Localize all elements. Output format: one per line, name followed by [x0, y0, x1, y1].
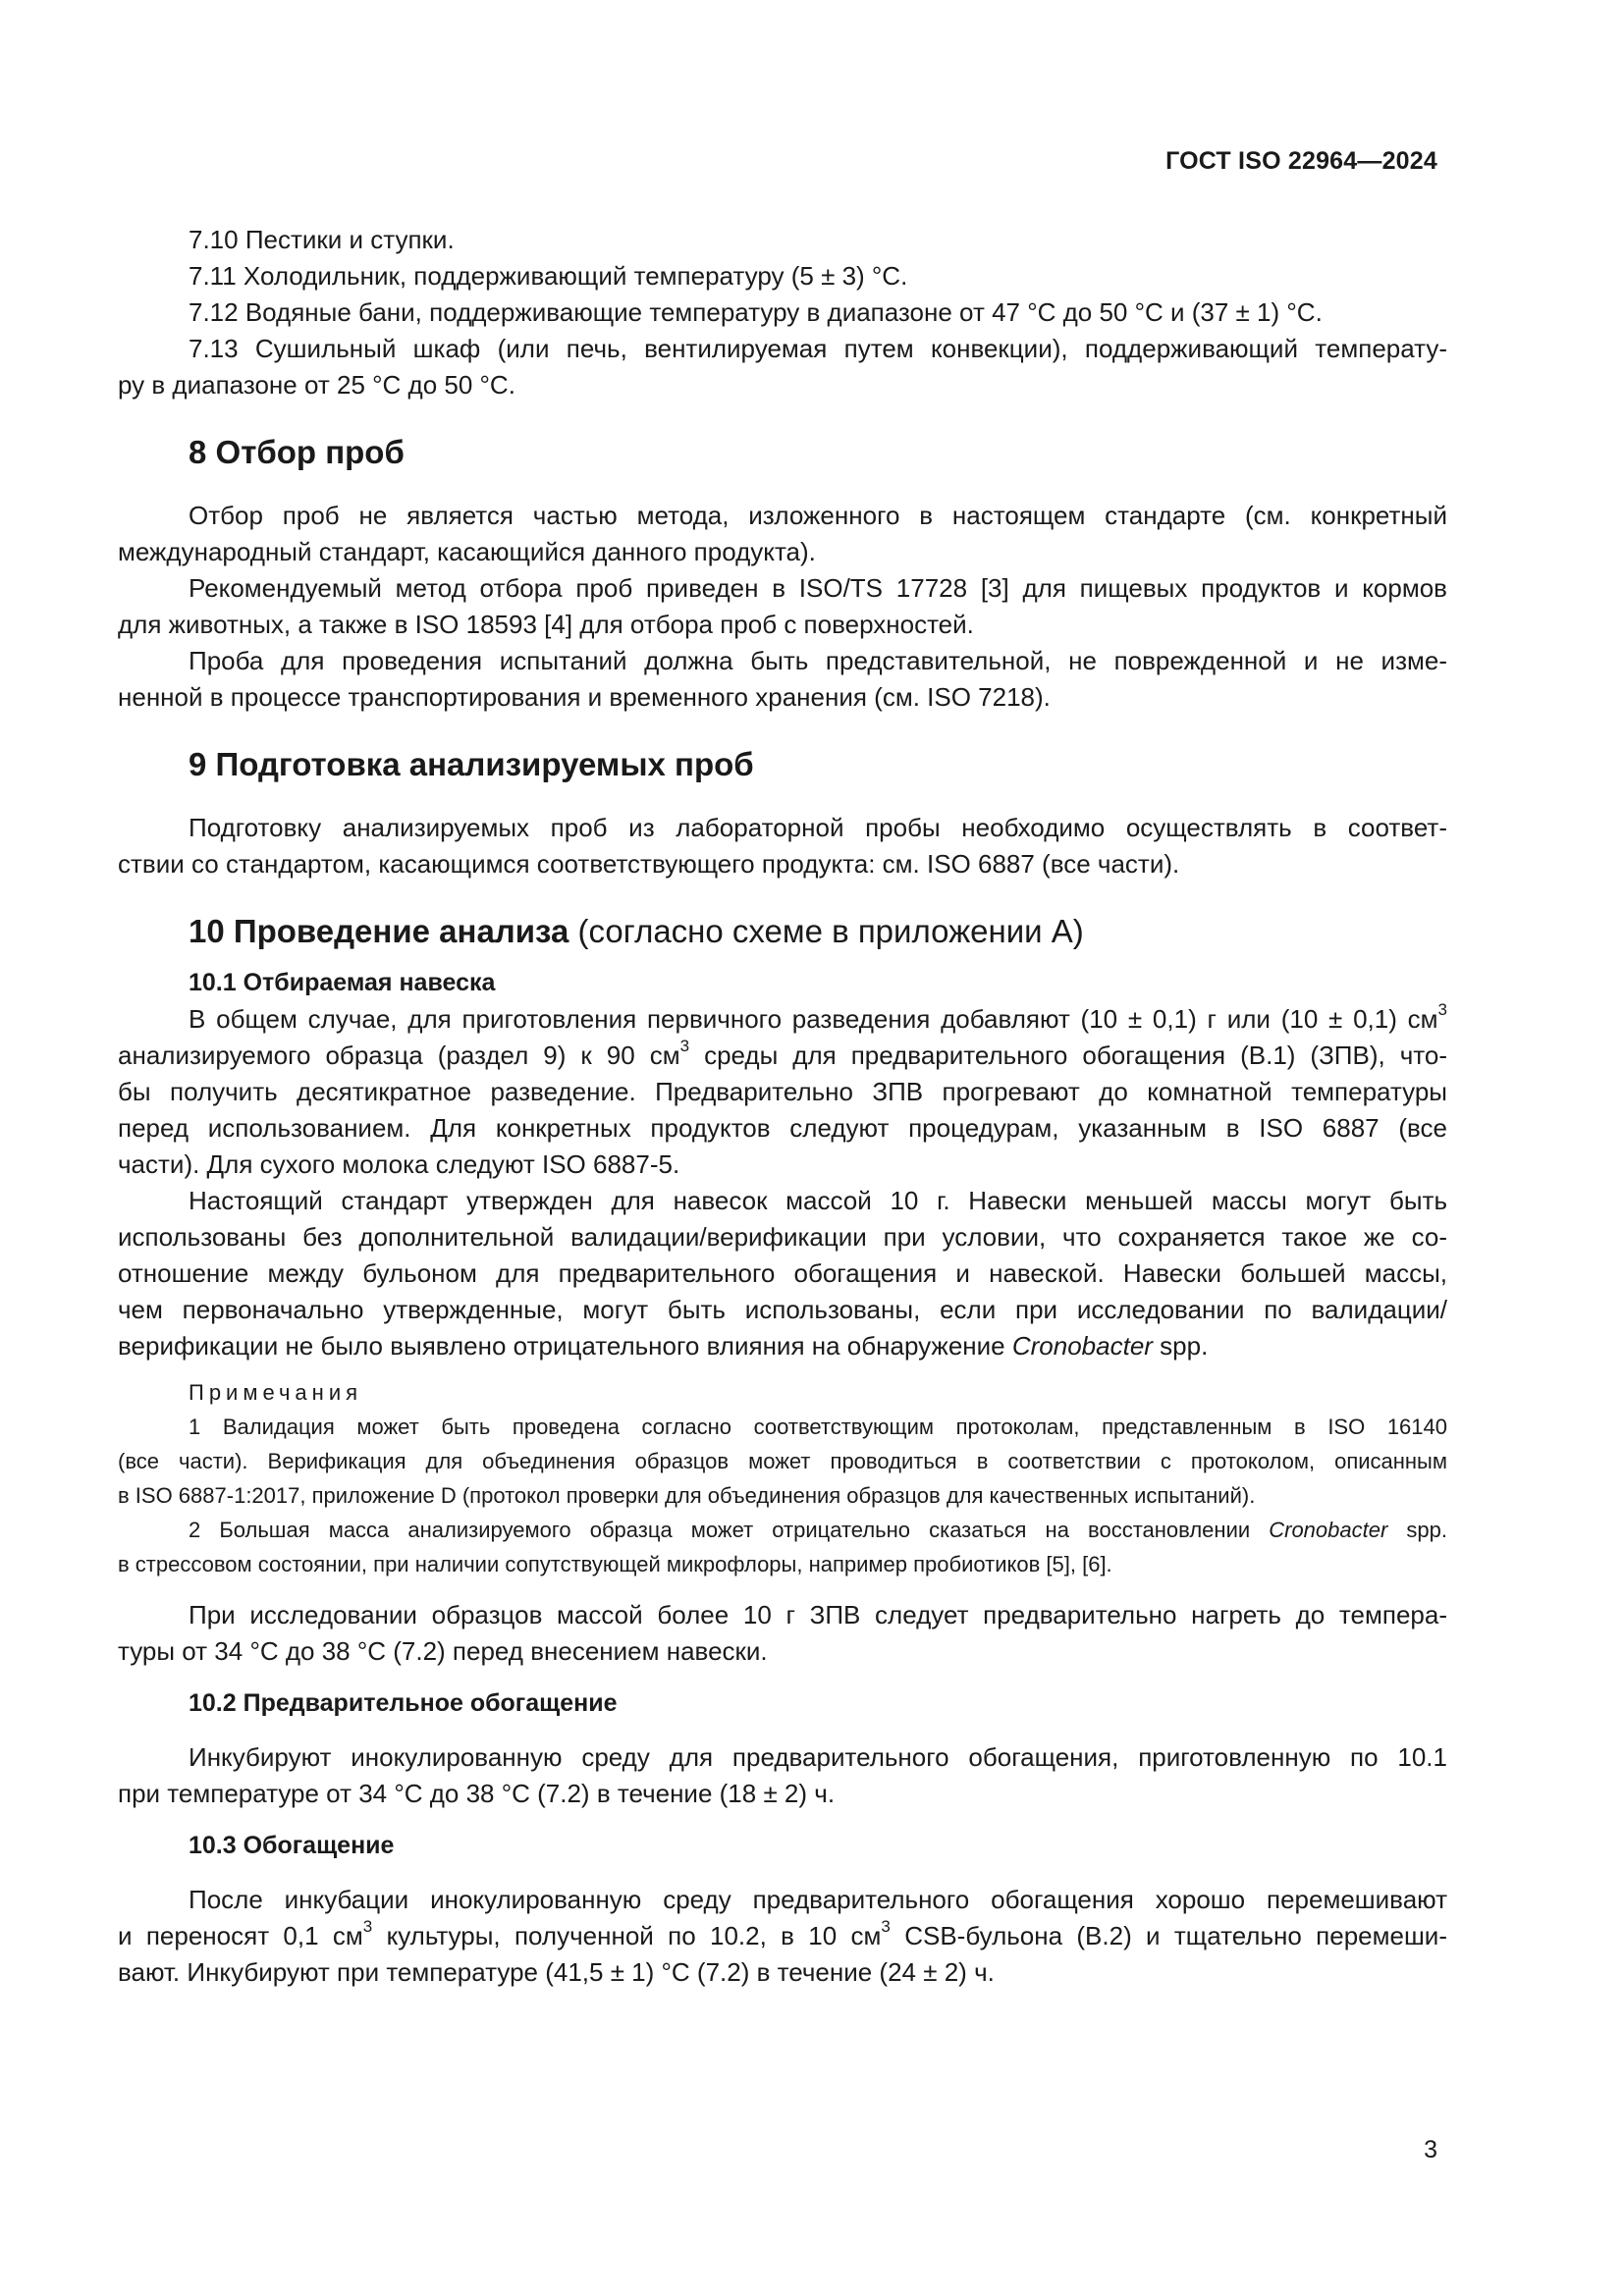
list-item-7-13: 7.13 Сушильный шкаф (или печь, вентилируемая путем конвекции), поддерживающий температу- — [189, 334, 1447, 363]
paragraph-line: международный стандарт, касающийся данного продукта). — [118, 537, 816, 566]
page-content — [118, 222, 1447, 1991]
notes-title: Примечания — [189, 1380, 363, 1405]
paragraph-line: После инкубации инокулированную среду предварительного обогащения хорошо перемешивают — [189, 1885, 1447, 1914]
list-item-7-10: 7.10 Пестики и ступки. — [189, 225, 455, 254]
subsection-10-2-heading: 10.2 Предварительное обогащение — [189, 1689, 618, 1717]
note-line: 2 Большая масса анализируемого образца может отрицательно сказаться на восстановлении Cronobacter spp. — [189, 1518, 1447, 1542]
note-line: 1 Валидация может быть проведена согласно соответствующим протоколам, представленным в ISO 16140 — [189, 1415, 1447, 1439]
list-item-7-11: 7.11 Холодильник, поддерживающий температуру (5 ± 3) °С. — [189, 261, 908, 291]
page-number: 3 — [1424, 2136, 1437, 2163]
paragraph-line: чем первоначально утвержденные, могут быть использованы, если при исследовании по валидации/ — [118, 1295, 1447, 1324]
paragraph-line: для животных, а также в ISO 18593 [4] для отбора проб с поверхностей. — [118, 610, 974, 639]
document-code-header: ГОСТ ISO 22964—2024 — [1165, 147, 1437, 175]
subsection-10-3-heading: 10.3 Обогащение — [189, 1832, 395, 1859]
list-item-7-13-cont: ру в диапазоне от 25 °С до 50 °С. — [118, 370, 515, 400]
paragraph-line: использованы без дополнительной валидации/верификации при условии, что сохраняется такое же со- — [118, 1222, 1447, 1252]
paragraph-line: верификации не было выявлено отрицательного влияния на обнаружение Cronobacter spp. — [118, 1331, 1209, 1361]
paragraph-line: анализируемого образца (раздел 9) к 90 $см^3$ среды для предварительного обогащения (В.1) (ЗПВ), что- — [118, 1037, 1447, 1070]
paragraph-line: В общем случае, для приготовления первичного разведения добавляют (10 ± 0,1) г или (10 ± 0,1) $см^3$ — [189, 1000, 1447, 1034]
section-9-heading: 9 Подготовка анализируемых проб — [189, 746, 754, 782]
paragraph-line: Настоящий стандарт утвержден для навесок массой 10 г. Навески меньшей массы могут быть — [189, 1186, 1447, 1215]
paragraph-line: туры от 34 °С до 38 °С (7.2) перед внесением навески. — [118, 1636, 768, 1666]
paragraph-line: Отбор проб не является частью метода, изложенного в настоящем стандарте (см. конкретный — [189, 501, 1447, 530]
note-line: (все части). Верификация для объединения образцов может проводиться в соответствии с протоколом, описанным — [118, 1449, 1447, 1473]
paragraph-line: при температуре от 34 °С до 38 °С (7.2) в течение (18 ± 2) ч. — [118, 1779, 836, 1808]
paragraph-line: перед использованием. Для конкретных продуктов следуют процедурам, указанным в ISO 6887 (все — [118, 1113, 1447, 1143]
section-8-heading: 8 Отбор проб — [189, 434, 405, 470]
paragraph-line: Инкубируют инокулированную среду для предварительного обогащения, приготовленную по 10.1 — [189, 1742, 1447, 1772]
paragraph-line: Подготовку анализируемых проб из лабораторной пробы необходимо осуществлять в соответ- — [189, 813, 1447, 842]
paragraph-line: Проба для проведения испытаний должна быть представительной, не поврежденной и не изме- — [189, 646, 1447, 675]
note-line: в стрессовом состоянии, при наличии сопутствующей микрофлоры, например пробиотиков [5], [6]. — [118, 1552, 1112, 1576]
paragraph-line: вают. Инкубируют при температуре (41,5 ± 1) °С (7.2) в течение (24 ± 2) ч. — [118, 1957, 995, 1987]
paragraph-line: Рекомендуемый метод отбора проб приведен в ISO/TS 17728 [3] для пищевых продуктов и кормов — [189, 573, 1447, 603]
paragraph-line: бы получить десятикратное разведение. Предварительно ЗПВ прогревают до комнатной температуры — [118, 1077, 1447, 1106]
paragraph-line: и переносят 0,1 $см^3$ культуры, полученной по 10.2, в 10 $см^3$ CSB-бульона (В.2) и тщательно перемеши- — [118, 1917, 1447, 1950]
paragraph-line: При исследовании образцов массой более 10 г ЗПВ следует предварительно нагреть до темпера- — [189, 1600, 1447, 1629]
paragraph-line: ствии со стандартом, касающимся соответствующего продукта: см. ISO 6887 (все части). — [118, 849, 1180, 879]
paragraph-line: ненной в процессе транспортирования и временного хранения (см. ISO 7218). — [118, 682, 1051, 712]
note-line: в ISO 6887-1:2017, приложение D (протокол проверки для объединения образцов для качественных испытаний). — [118, 1483, 1256, 1508]
subsection-10-1-heading: 10.1 Отбираемая навеска — [189, 969, 496, 996]
paragraph-line: отношение между бульоном для предварительного обогащения и навеской. Навески большей массы, — [118, 1258, 1447, 1288]
section-10-heading: 10 Проведение анализа (согласно схеме в приложении А) — [189, 913, 1084, 949]
paragraph-line: части). Для сухого молока следуют ISO 6887-5. — [118, 1149, 680, 1179]
list-item-7-12: 7.12 Водяные бани, поддерживающие температуру в диапазоне от 47 °С до 50 °С и (37 ± 1) °С. — [189, 297, 1323, 327]
